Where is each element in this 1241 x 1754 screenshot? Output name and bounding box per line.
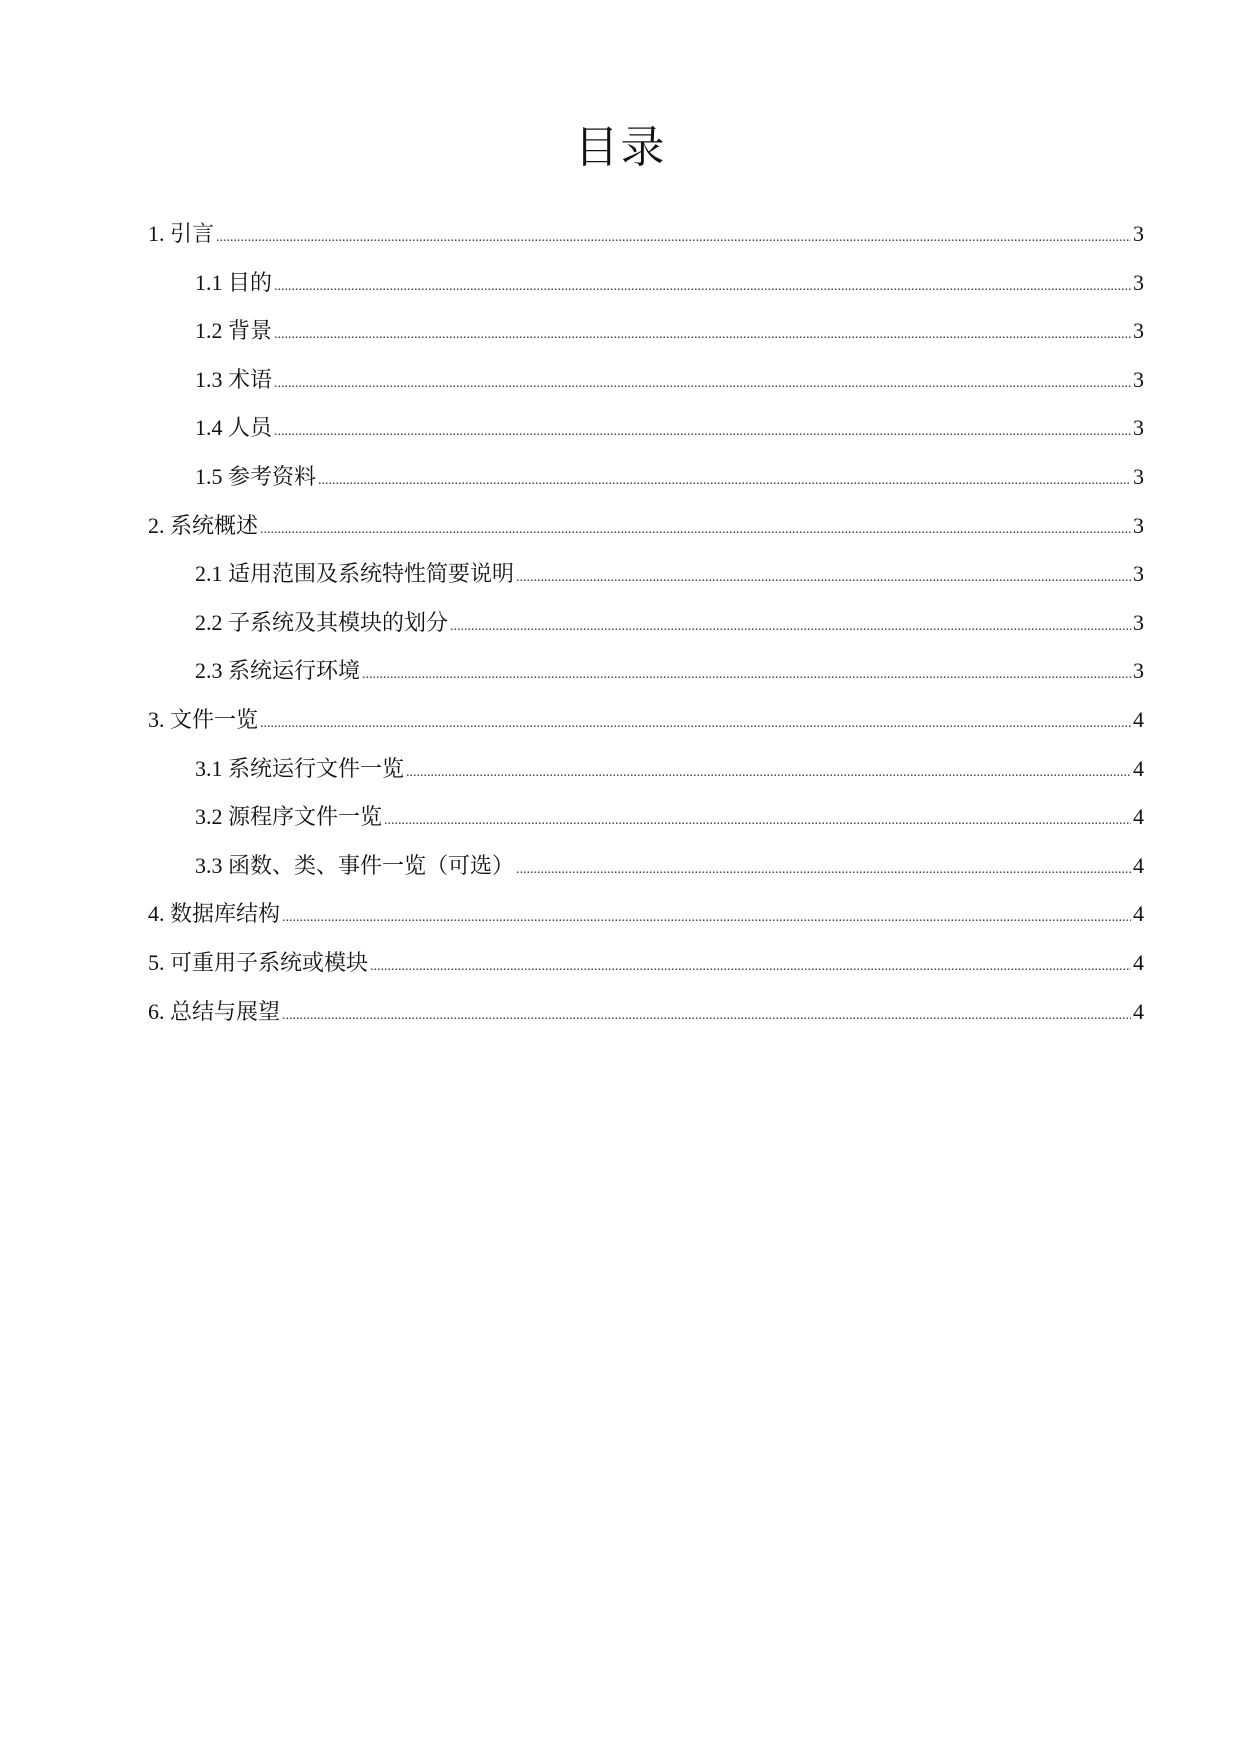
toc-entry-page-number: 3 [1133,415,1144,441]
toc-entry[interactable] [148,404,1144,453]
dot-leader [274,408,1131,457]
toc-entry-label: 3.3 函数、类、事件一览（可选） [195,852,515,878]
toc-entry[interactable] [148,307,1144,356]
dot-leader [216,214,1131,263]
toc-entry-label: 2.2 子系统及其模块的划分 [195,609,449,635]
toc-entry-label: 1.5 参考资料 [195,463,317,489]
toc-entry[interactable] [148,939,1144,988]
dot-leader [260,700,1131,749]
toc-entry-page-number: 3 [1133,269,1144,295]
toc-entry[interactable] [148,453,1144,502]
dot-leader [516,554,1131,603]
dot-leader [406,749,1131,798]
toc-entry-label: 3. 文件一览 [148,706,259,732]
toc-entry[interactable] [148,550,1144,599]
dot-leader [274,360,1131,409]
toc-entry[interactable] [148,988,1144,1037]
toc-entry-page-number: 4 [1133,949,1144,975]
toc-entry[interactable] [148,647,1144,696]
dot-leader [450,603,1131,652]
dot-leader [362,651,1131,700]
toc-entry-label: 2.3 系统运行环境 [195,658,361,684]
dot-leader [274,263,1131,312]
toc-entry[interactable] [148,210,1144,259]
toc-entry-label: 1.3 术语 [195,366,273,392]
toc-entry-page-number: 4 [1133,706,1144,732]
dot-leader [384,797,1131,846]
toc-entry[interactable] [148,793,1144,842]
toc-entry-page-number: 3 [1133,609,1144,635]
toc-entry-page-number: 4 [1133,998,1144,1024]
toc-entry-label: 2. 系统概述 [148,512,259,538]
dot-leader [260,506,1131,555]
toc-entry-page-number: 3 [1133,318,1144,344]
toc-entry-label: 4. 数据库结构 [148,901,281,927]
toc-entry-page-number: 3 [1133,658,1144,684]
dot-leader [282,894,1131,943]
toc-entry[interactable] [148,696,1144,745]
toc-entry[interactable] [148,259,1144,308]
toc-entry-label: 3.2 源程序文件一览 [195,804,383,830]
dot-leader [282,992,1131,1041]
toc-entry-label: 1. 引言 [148,221,215,246]
toc-entry-label: 1.2 背景 [195,318,273,344]
toc-entry-page-number: 4 [1133,804,1144,830]
toc-entry-page-number: 3 [1133,463,1144,489]
dot-leader [370,943,1131,992]
toc-entry-page-number: 4 [1133,852,1144,878]
toc-entry-page-number: 3 [1133,366,1144,392]
toc-entry-label: 6. 总结与展望 [148,998,281,1024]
toc-entry[interactable] [148,356,1144,405]
toc-entry-label: 1.4 人员 [195,415,273,441]
toc-entry[interactable] [148,890,1144,939]
dot-leader [516,846,1131,895]
toc-entry-label: 2.1 适用范围及系统特性简要说明 [195,561,515,587]
toc-entry-page-number: 3 [1133,561,1144,587]
toc-entry[interactable] [148,745,1144,794]
toc-title: 目录 [574,122,667,173]
dot-leader [274,311,1131,360]
toc-entry-page-number: 4 [1133,755,1144,781]
toc-entry[interactable] [148,599,1144,648]
toc-entry[interactable] [148,502,1144,551]
toc-entry-page-number: 3 [1133,512,1144,538]
toc-entry-label: 1.1 目的 [195,269,273,295]
table-of-contents [148,210,1144,1036]
toc-entry-label: 5. 可重用子系统或模块 [148,949,369,975]
dot-leader [318,457,1131,506]
toc-entry-label: 3.1 系统运行文件一览 [195,755,405,781]
toc-entry-page-number: 4 [1133,901,1144,927]
toc-entry-page-number: 3 [1133,221,1144,246]
toc-entry[interactable] [148,842,1144,891]
